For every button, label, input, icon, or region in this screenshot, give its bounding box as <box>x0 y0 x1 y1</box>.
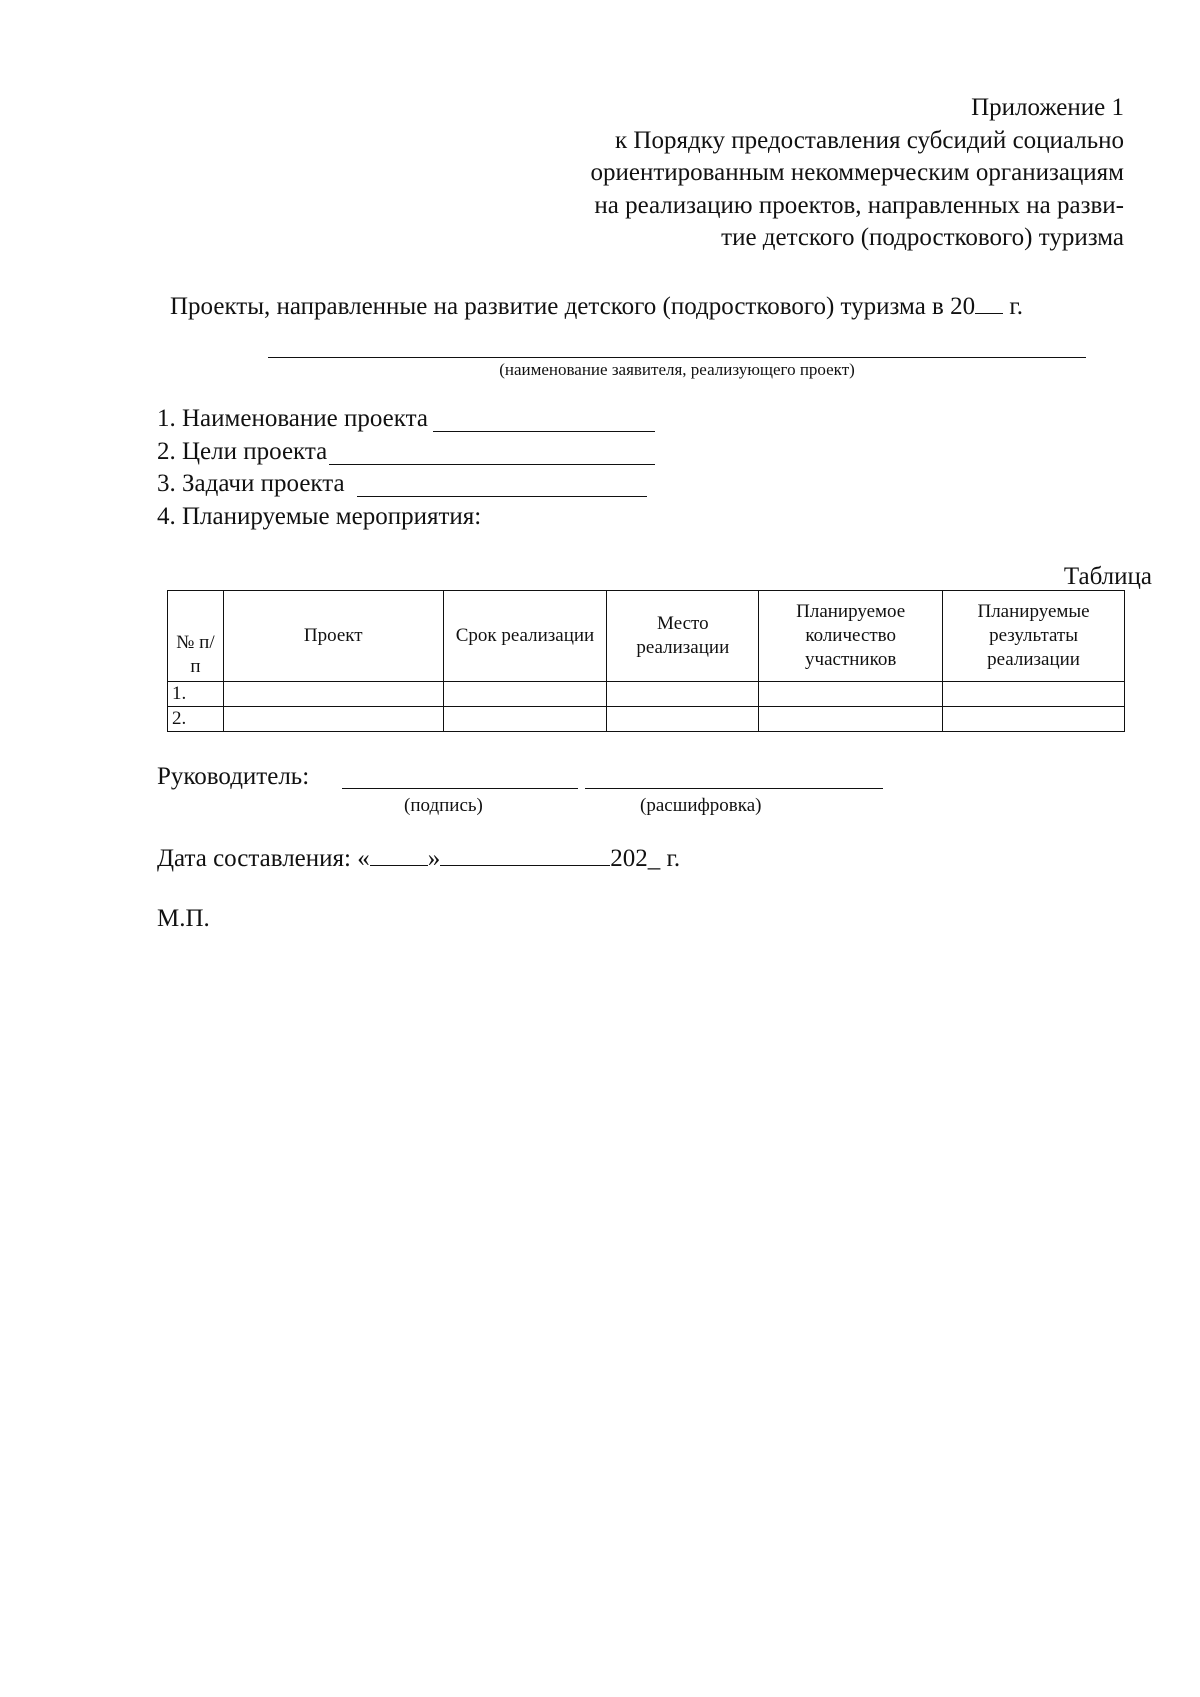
appendix-line: тие детского (подросткового) туризма <box>721 224 1124 251</box>
table-cell <box>607 707 759 732</box>
item-label: 3. Задачи проекта <box>157 470 345 497</box>
table-row <box>168 707 1125 732</box>
table-cell <box>759 682 943 707</box>
decoding-caption: (расшифровка) <box>640 795 762 816</box>
header-participants: Планируемое количество участников <box>759 591 943 682</box>
title-text: Проекты, направленные на развитие детского (подросткового) туризма в 20 <box>170 293 976 320</box>
row-number: 2. <box>168 707 224 732</box>
appendix-line: на реализацию проектов, направленных на разви- <box>594 191 1124 219</box>
item-blank <box>329 464 655 465</box>
date-year: 202_ г. <box>610 845 681 872</box>
appendix-line: ориентированным некоммерческим организациям <box>590 159 1124 186</box>
item-goals <box>157 436 481 469</box>
item-activities <box>157 501 481 534</box>
header-place: Место реализации <box>607 591 759 682</box>
table-label: Таблица <box>1063 563 1152 590</box>
table-cell <box>607 682 759 707</box>
table-cell <box>443 707 607 732</box>
year-blank <box>975 293 1003 314</box>
manager-label: Руководитель: <box>157 763 310 790</box>
month-blank <box>440 845 610 866</box>
table-row <box>168 682 1125 707</box>
item-blank <box>357 496 647 497</box>
item-tasks <box>157 468 481 501</box>
table-cell <box>943 682 1125 707</box>
item-project-name <box>157 403 481 436</box>
day-blank <box>370 845 428 866</box>
table-cell <box>759 707 943 732</box>
appendix-line: Приложение 1 <box>971 94 1124 121</box>
applicant-caption: (наименование заявителя, реализующего проект) <box>499 360 855 379</box>
header-project: Проект <box>223 591 443 682</box>
appendix-line: к Порядку предоставления субсидий социально <box>615 126 1124 154</box>
activities-table <box>167 590 1125 732</box>
signature-line <box>342 788 578 789</box>
project-items <box>157 403 481 533</box>
table-cell <box>943 707 1125 732</box>
header-results: Планируемые результаты реализации <box>943 591 1125 682</box>
date-label: Дата составления: « <box>157 845 370 872</box>
table-cell <box>223 707 443 732</box>
date-mid: » <box>427 845 441 872</box>
header-num: № п/п <box>168 591 224 682</box>
appendix-header <box>591 92 1124 255</box>
stamp-place: М.П. <box>157 905 210 932</box>
table-cell <box>223 682 443 707</box>
item-label: 2. Цели проекта <box>157 437 328 465</box>
item-label: 4. Планируемые мероприятия: <box>157 502 482 530</box>
row-number: 1. <box>168 682 224 707</box>
header-term: Срок реализации <box>443 591 607 682</box>
table-cell <box>443 682 607 707</box>
signature-caption: (подпись) <box>404 795 483 816</box>
document-title <box>170 293 1023 321</box>
item-label: 1. Наименование проекта <box>157 405 428 432</box>
applicant-name-line <box>268 357 1086 358</box>
table-header-row <box>168 591 1125 682</box>
title-suffix: г. <box>1003 293 1024 320</box>
decoding-line <box>585 788 883 789</box>
item-blank <box>433 431 655 432</box>
compilation-date <box>157 845 680 873</box>
